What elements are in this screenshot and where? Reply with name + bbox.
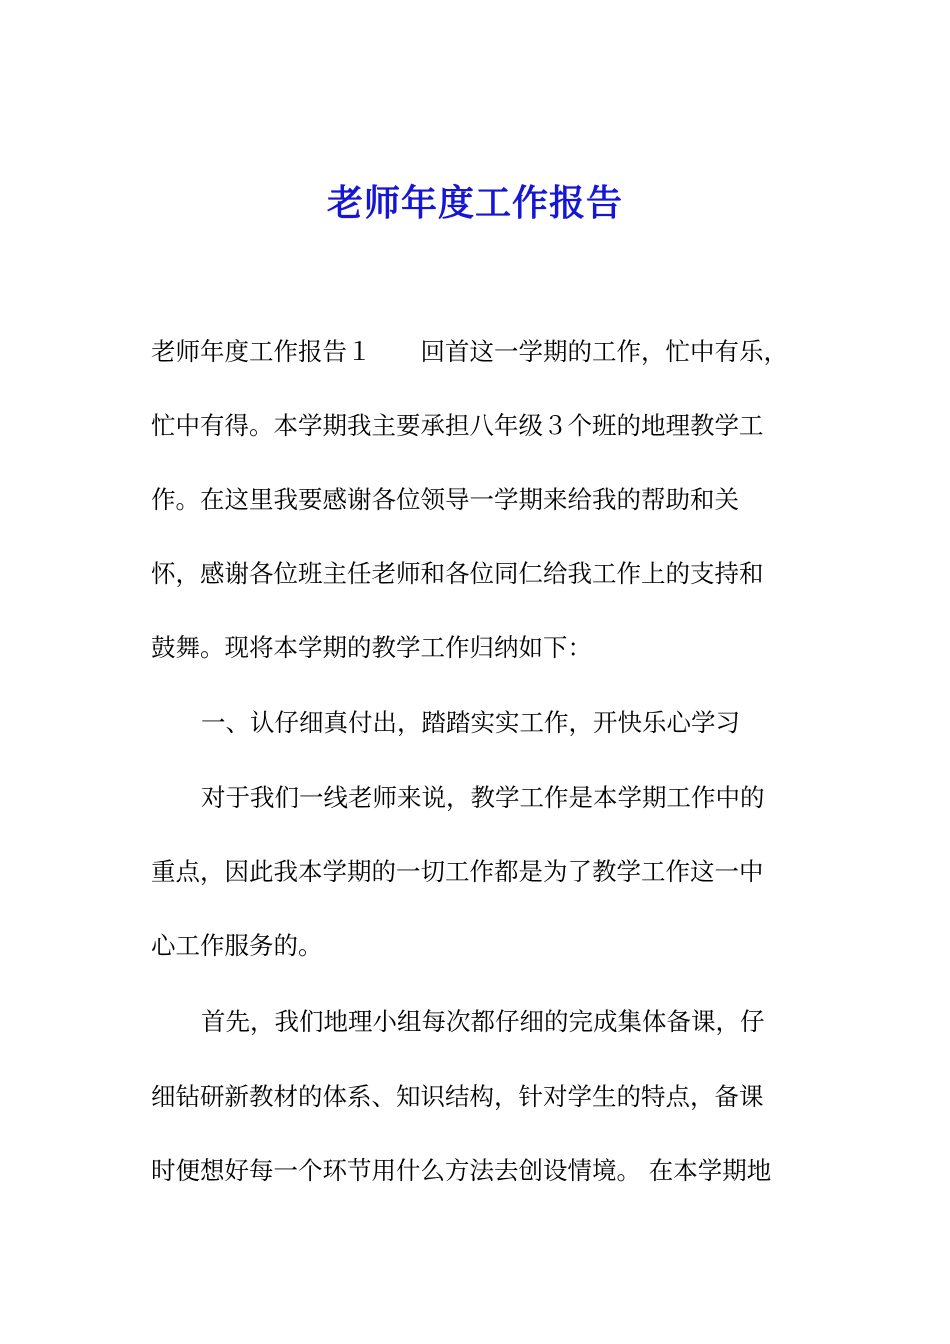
paragraph-line-3: 作。在这里我要感谢各位领导一学期来给我的帮助和关 xyxy=(151,485,739,514)
paragraph-line-4: 怀，感谢各位班主任老师和各位同仁给我工作上的支持和 xyxy=(151,559,764,588)
paragraph-line-9: 首先，我们地理小组每次都仔细的完成集体备课，仔 xyxy=(201,1007,765,1036)
paragraph-line-10: 细钻研新教材的体系、知识结构，针对学生的特点，备课 xyxy=(151,1082,764,1111)
paragraph-line-7: 重点，因此我本学期的一切工作都是为了教学工作这一中 xyxy=(151,857,764,886)
paragraph-line-2: 忙中有得。本学期我主要承担八年级３个班的地理教学工 xyxy=(151,411,764,440)
paragraph-line-11: 时便想好每一个环节用什么方法去创设情境。 在本学期地 xyxy=(151,1156,772,1185)
paragraph-line-5: 鼓舞。现将本学期的教学工作归纳如下： xyxy=(151,633,592,662)
paragraph-line-1: 老师年度工作报告１ 回首这一学期的工作，忙中有乐， xyxy=(151,337,788,366)
section-heading-1: 一、认仔细真付出，踏踏实实工作，开快乐心学习 xyxy=(201,708,740,737)
document-title: 老师年度工作报告 xyxy=(326,182,623,224)
paragraph-line-8: 心工作服务的。 xyxy=(151,931,323,960)
paragraph-line-6: 对于我们一线老师来说，教学工作是本学期工作中的 xyxy=(201,783,765,812)
